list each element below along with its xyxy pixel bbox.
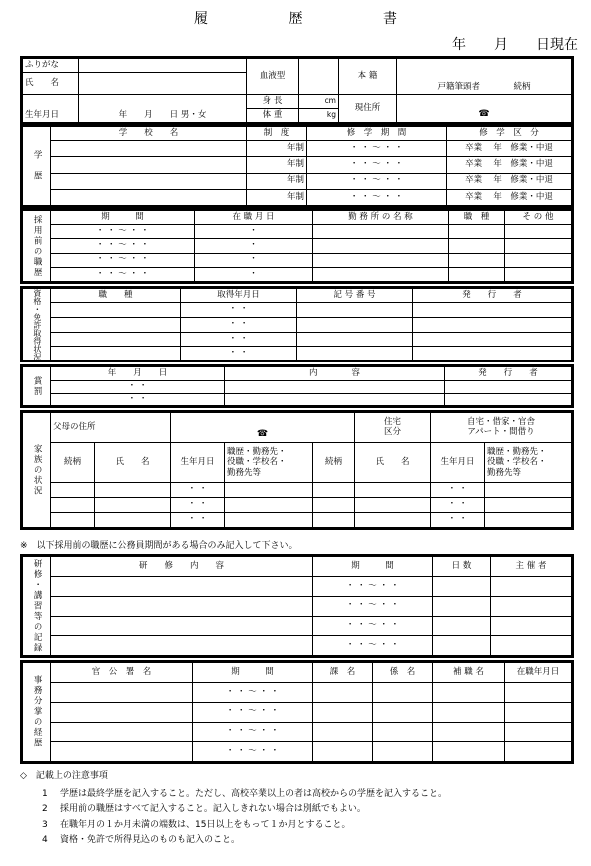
address-label: 現住所: [339, 95, 397, 123]
school-header-seido: 制 度: [247, 127, 307, 141]
address-field[interactable]: [397, 95, 572, 123]
furigana-label: ふりがな: [23, 59, 79, 73]
license-section: [20, 286, 574, 362]
family-row: ・ ・ ・ ・: [23, 513, 572, 528]
license-row: ・ ・: [23, 332, 572, 347]
school-side-label: 学 歴: [23, 127, 51, 206]
duty-header-date: 在職年月日: [505, 663, 572, 683]
zokugara-label: 続柄: [513, 81, 531, 92]
height-field[interactable]: cm: [299, 95, 339, 109]
training-row: ・ ・ 〜 ・ ・: [23, 616, 572, 636]
phone-icon: ☎: [256, 429, 269, 440]
jutaku-options[interactable]: 自宅・借家・官舎 アパート・間借り: [431, 413, 572, 443]
training-row: ・ ・ 〜 ・ ・: [23, 577, 572, 597]
honseki-field[interactable]: [397, 59, 572, 95]
license-side-label: 資格・免許取得状況: [23, 289, 51, 362]
date-current: 年 月 日現在: [452, 37, 578, 53]
duty-row: ・ ・ 〜 ・ ・: [23, 683, 572, 703]
award-header-date: 年 月 日: [51, 367, 225, 381]
birth-field[interactable]: 年 月 日 男・女: [79, 95, 247, 123]
training-header-content: 研 修 内 容: [51, 557, 313, 577]
family-header-name: 氏 名: [95, 443, 171, 483]
notice-text: ※ 以下採用前の職歴に公務員期間がある場合のみ記入して下さい。: [20, 541, 298, 551]
training-header-host: 主 催 者: [491, 557, 572, 577]
blood-label: 血液型: [247, 59, 299, 95]
school-row: 年制 ・ ・ 〜 ・ ・ 卒業 年 修業・中退: [23, 141, 572, 157]
duty-header-office: 官 公 署 名: [51, 663, 193, 683]
award-row: ・ ・: [23, 381, 572, 394]
family-header-birth-2: 生年月日: [431, 443, 485, 483]
personal-section: [20, 56, 574, 124]
training-row: ・ ・ 〜 ・ ・: [23, 636, 572, 656]
career-header-other: そ の 他: [505, 211, 572, 225]
family-header-relation-2: 続柄: [313, 443, 355, 483]
notes-item: 3 在職年月の１か月未満の端数は、15日以上をもって１か月とすること。: [42, 819, 351, 830]
career-side-label: 採用前の職歴: [23, 211, 51, 282]
career-header-period: 期 間: [51, 211, 195, 225]
family-header-name-2: 氏 名: [355, 443, 431, 483]
notes-item: 2 採用前の職歴はすべて記入すること。記入しきれない場合は別紙でもよい。: [42, 804, 366, 814]
school-row: 年制 ・ ・ 〜 ・ ・ 卒業 年 修業・中退: [23, 157, 572, 173]
notes-heading: ◇ 記載上の注意事項: [20, 771, 108, 781]
phone-icon: ☎: [478, 109, 490, 120]
license-row: ・ ・: [23, 317, 572, 332]
career-header-office: 勤 務 所 の 名 称: [313, 211, 449, 225]
training-header-period: 期 間: [313, 557, 433, 577]
notes-item: 1 学歴は最終学歴を記入すること。ただし、高校卒業以上の者は高校からの学歴を記入すること。: [42, 788, 448, 799]
duty-row: ・ ・ 〜 ・ ・: [23, 722, 572, 742]
school-header-period: 修 学 期 間: [307, 127, 447, 141]
license-header-date: 取得年月日: [181, 289, 297, 303]
family-header-birth: 生年月日: [171, 443, 225, 483]
school-header-kubun: 修 学 区 分: [447, 127, 572, 141]
notes-item: 4 資格・免許で所得見込のものも記入のこと。: [42, 835, 241, 845]
height-label: 身 長: [247, 95, 299, 109]
name-label: 氏 名: [23, 73, 79, 95]
training-header-days: 日 数: [433, 557, 491, 577]
family-row: ・ ・ ・ ・: [23, 483, 572, 498]
training-row: ・ ・ 〜 ・ ・: [23, 596, 572, 616]
award-side-label: 賞罰: [23, 367, 51, 406]
parents-address-label: 父母の住所: [51, 413, 171, 443]
furigana-field[interactable]: [79, 59, 247, 73]
blood-field[interactable]: [299, 59, 339, 95]
name-field[interactable]: [79, 73, 247, 95]
duty-side-label: 事務分掌の経歴: [23, 663, 51, 762]
weight-label: 体 重: [247, 109, 299, 123]
document-title: 履 歴 書: [194, 11, 435, 27]
duty-row: ・ ・ 〜 ・ ・: [23, 742, 572, 762]
duty-row: ・ ・ 〜 ・ ・: [23, 702, 572, 722]
school-row: 年制 ・ ・ 〜 ・ ・ 卒業 年 修業・中退: [23, 173, 572, 189]
school-header-name: 学 校 名: [51, 127, 247, 141]
jutaku-label: 住宅 区分: [355, 413, 431, 443]
duty-header-section: 課 名: [313, 663, 373, 683]
duty-header-post: 補 職 名: [433, 663, 505, 683]
family-header-job: 職歴・勤務先・ 役職・学校名・ 勤務先等: [225, 443, 313, 483]
training-side-label: 研修・講習等の記録: [23, 557, 51, 656]
parents-address-field[interactable]: [171, 413, 355, 443]
training-section: [20, 554, 574, 658]
award-header-content: 内 容: [225, 367, 445, 381]
license-header-type: 職 種: [51, 289, 181, 303]
family-side-label: 家族の状況: [23, 413, 51, 528]
school-row: 年制 ・ ・ 〜 ・ ・ 卒業 年 修業・中退: [23, 189, 572, 205]
career-row: ・ ・ 〜 ・ ・ ・: [23, 253, 572, 267]
career-row: ・ ・ 〜 ・ ・ ・: [23, 239, 572, 253]
koseki-label: 戸籍筆頭者: [437, 81, 481, 92]
weight-field[interactable]: kg: [299, 109, 339, 123]
honseki-label: 本 籍: [339, 59, 397, 95]
award-section: [20, 364, 574, 408]
notes-section: [20, 768, 574, 848]
duty-header-unit: 係 名: [373, 663, 433, 683]
duty-header-period: 期 間: [193, 663, 313, 683]
school-section: [20, 124, 574, 208]
career-header-type: 職 種: [449, 211, 505, 225]
career-header-date: 在 職 月 日: [195, 211, 313, 225]
family-section: [20, 410, 574, 530]
birth-label: 生年月日: [23, 95, 79, 123]
license-header-issuer: 発 行 者: [413, 289, 572, 303]
license-row: ・ ・: [23, 303, 572, 318]
career-row: ・ ・ 〜 ・ ・ ・: [23, 225, 572, 239]
duty-section: [20, 660, 574, 764]
career-row: ・ ・ 〜 ・ ・ ・: [23, 267, 572, 281]
award-header-issuer: 発 行 者: [445, 367, 572, 381]
family-header-relation: 続柄: [51, 443, 95, 483]
license-row: ・ ・: [23, 347, 572, 362]
family-row: ・ ・ ・ ・: [23, 498, 572, 513]
award-row: ・ ・: [23, 393, 572, 406]
family-header-job-2: 職歴・勤務先・ 役職・学校名・ 勤務先等: [485, 443, 572, 483]
career-section: [20, 208, 574, 284]
license-header-number: 記 号 番 号: [297, 289, 413, 303]
